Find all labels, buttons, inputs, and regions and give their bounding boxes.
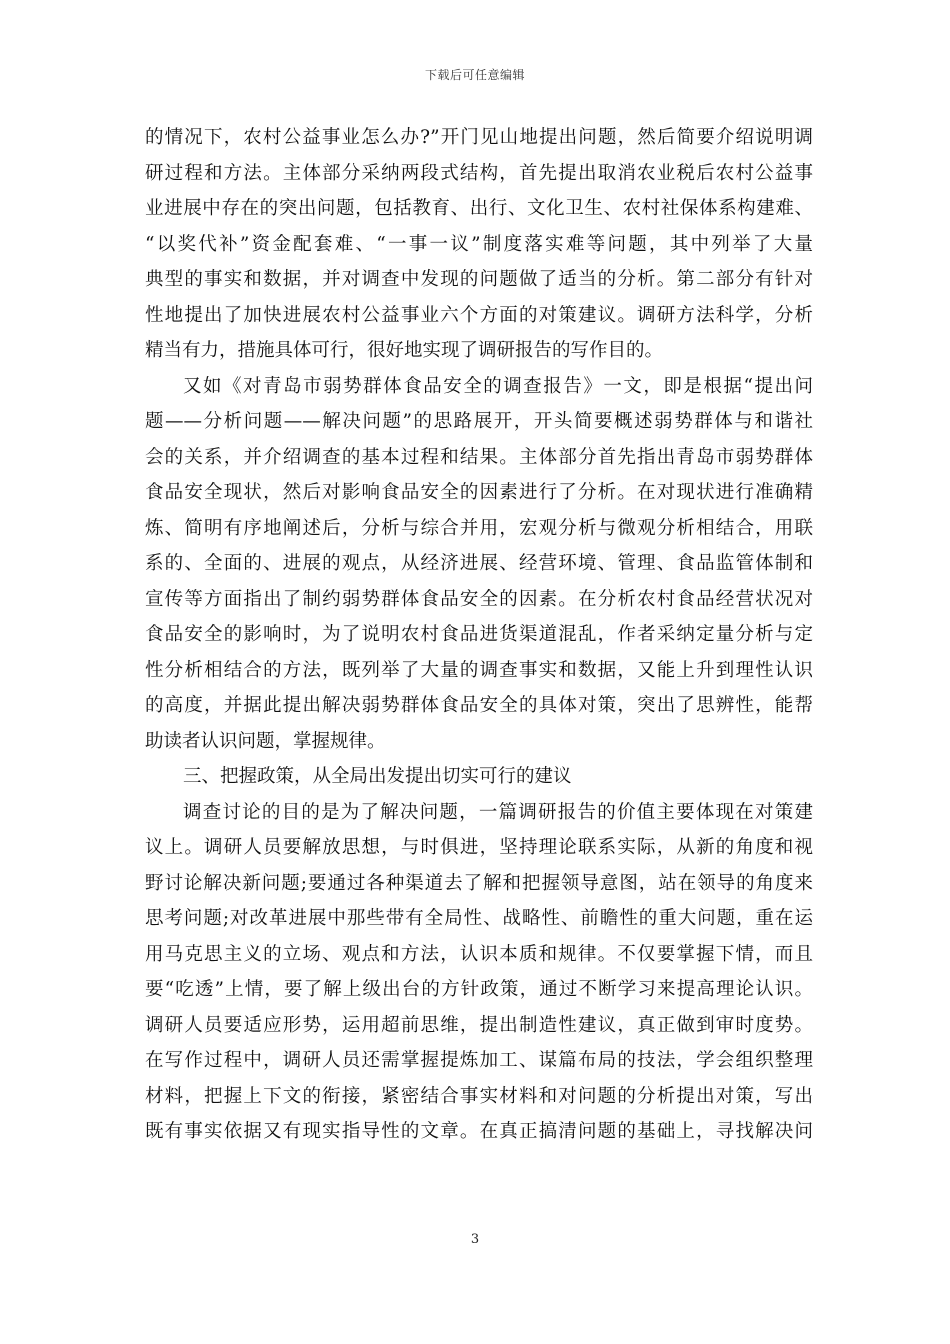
text-line: “以奖代补”资金配套难、“一事一议”制度落实难等问题，其中列举了大量: [145, 233, 813, 255]
text-line: 题——分析问题——解决问题”的思路展开，开头简要概述弱势群体与和谐社: [145, 411, 813, 432]
text-line: 宣传等方面指出了制约弱势群体食品安全的因素。在分析农村食品经营状况对: [145, 588, 813, 610]
text-line: 精当有力，措施具体可行，很好地实现了调研报告的写作目的。: [145, 340, 664, 361]
page-number: 3: [470, 1232, 480, 1247]
text-line: 助读者认识问题，掌握规律。: [145, 730, 386, 752]
text-line: 业进展中存在的突出问题，包括教育、出行、文化卫生、农村社保体系构建难、: [145, 198, 813, 219]
text-line: 食品安全现状，然后对影响食品安全的因素进行了分析。在对现状进行准确精: [145, 482, 813, 503]
text-line: 炼、简明有序地阐述后，分析与综合并用，宏观分析与微观分析相结合，用联: [145, 517, 813, 539]
text-line: 性地提出了加快进展农村公益事业六个方面的对策建议。调研方法科学，分析: [145, 304, 813, 326]
text-line: 既有事实依据又有现实指导性的文章。在真正搞清问题的基础上，寻找解决问: [145, 1121, 813, 1142]
text-line: 思考问题;对改革进展中那些带有全局性、战略性、前瞻性的重大问题，重在运: [145, 908, 813, 929]
paragraph-3: [145, 795, 813, 1150]
text-line: 议上。调研人员要解放思想，与时俱进，坚持理论联系实际，从新的角度和视: [145, 837, 813, 858]
text-line: 研过程和方法。主体部分采纳两段式结构，首先提出取消农业税后农村公益事: [145, 162, 813, 184]
text-line: 性分析相结合的方法，既列举了大量的调查事实和数据，又能上升到理性认识: [145, 659, 813, 681]
text-line: 的高度，并据此提出解决弱势群体食品安全的具体对策，突出了思辨性，能帮: [145, 695, 813, 716]
text-line: 系的、全面的、进展的观点，从经济进展、经营环境、管理、食品监管体制和: [145, 553, 813, 574]
text-line: 在写作过程中，调研人员还需掌握提炼加工、谋篇布局的技法，学会组织整理: [145, 1050, 813, 1071]
text-line: 又如《对青岛市弱势群体食品安全的调查报告》一文，即是根据“提出问: [183, 375, 813, 397]
text-line: 调研人员要适应形势，运用超前思维，提出制造性建议，真正做到审时度势。: [145, 1014, 813, 1036]
page-header: 下载后可任意编辑: [424, 68, 525, 82]
paragraph-2: [145, 369, 813, 760]
text-line: 食品安全的影响时，为了说明农村食品进货渠道混乱，作者采纳定量分析与定: [145, 624, 813, 645]
paragraph-1: [145, 120, 813, 369]
text-line: 材料，把握上下文的衔接，紧密结合事实材料和对问题的分析提出对策，写出: [145, 1085, 813, 1107]
text-line: 会的关系，并介绍调查的基本过程和结果。主体部分首先指出青岛市弱势群体: [145, 446, 813, 468]
document-body: [145, 120, 813, 1150]
text-line: 典型的事实和数据，并对调查中发现的问题做了适当的分析。第二部分有针对: [145, 269, 813, 290]
text-line: 用马克思主义的立场、观点和方法，认识本质和规律。不仅要掌握下情，而且: [145, 943, 813, 965]
text-line: 野讨论解决新问题;要通过各种渠道去了解和把握领导意图，站在领导的角度来: [145, 872, 813, 894]
section-heading: 三、把握政策，从全局出发提出切实可行的建议: [183, 766, 572, 787]
text-line: 要“吃透”上情，要了解上级出台的方针政策，通过不断学习来提高理论认识。: [145, 979, 813, 1000]
text-line: 调查讨论的目的是为了解决问题，一篇调研报告的价值主要体现在对策建: [183, 801, 813, 823]
text-line: 的情况下，农村公益事业怎么办?”开门见山地提出问题，然后简要介绍说明调: [145, 127, 813, 148]
